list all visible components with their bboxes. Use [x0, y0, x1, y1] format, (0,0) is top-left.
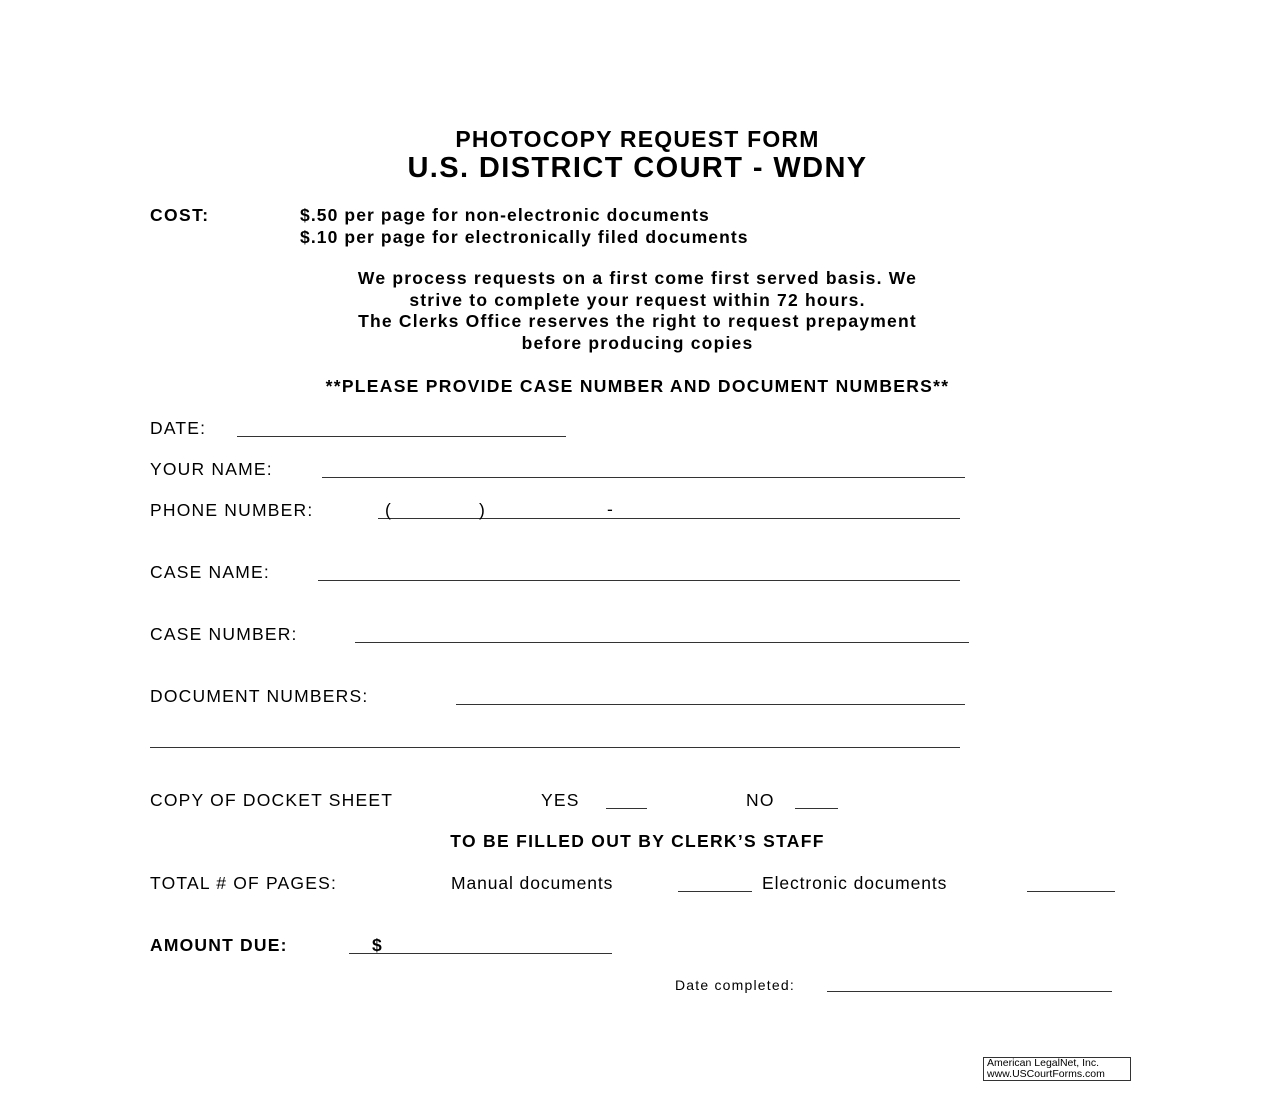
amount-due-field[interactable] [349, 953, 612, 954]
document-numbers-field[interactable] [456, 704, 965, 705]
publisher-stamp [983, 1057, 1131, 1081]
instruction-heading: **PLEASE PROVIDE CASE NUMBER AND DOCUMENT NUMBERS** [325, 376, 950, 396]
date-field[interactable] [237, 436, 566, 437]
phone-number-field[interactable] [378, 518, 960, 519]
docket-sheet-label: COPY OF DOCKET SHEET [150, 790, 394, 810]
case-number-field[interactable] [355, 642, 969, 643]
date-label: DATE: [150, 418, 207, 438]
cost-line-non-electronic: $.50 per page for non-electronic documents [300, 205, 710, 225]
phone-number-label: PHONE NUMBER: [150, 500, 314, 520]
publisher-name: American LegalNet, Inc. [987, 1057, 1100, 1069]
date-completed-label: Date completed: [675, 977, 795, 993]
manual-documents-field[interactable] [678, 891, 752, 892]
phone-dash: - [607, 499, 613, 519]
docket-no-label: NO [746, 790, 775, 810]
court-name: U.S. DISTRICT COURT - WDNY [407, 152, 868, 184]
notice-line: strive to complete your request within 72 hours. [409, 289, 866, 310]
docket-yes-label: YES [541, 790, 580, 810]
phone-open-paren: ( [385, 500, 391, 520]
amount-due-label: AMOUNT DUE: [150, 935, 288, 955]
form-title: PHOTOCOPY REQUEST FORM [455, 126, 820, 152]
notice-line: We process requests on a first come first served basis. We [357, 268, 918, 288]
document-numbers-label: DOCUMENT NUMBERS: [150, 686, 369, 706]
manual-documents-label: Manual documents [451, 873, 614, 893]
docket-no-field[interactable] [795, 808, 838, 809]
cost-line-electronic: $.10 per page for electronically filed documents [300, 227, 749, 247]
phone-close-paren: ) [479, 500, 485, 520]
docket-yes-field[interactable] [606, 808, 647, 809]
document-numbers-continuation-field[interactable] [150, 747, 960, 748]
cost-label: COST: [150, 205, 210, 225]
electronic-documents-field[interactable] [1027, 891, 1115, 892]
processing-notice [0, 268, 1275, 354]
clerk-section-heading: TO BE FILLED OUT BY CLERK’S STAFF [450, 831, 825, 851]
date-completed-field[interactable] [827, 991, 1112, 992]
total-pages-label: TOTAL # OF PAGES: [150, 873, 338, 893]
your-name-field[interactable] [322, 477, 965, 478]
case-number-label: CASE NUMBER: [150, 624, 298, 644]
case-name-label: CASE NAME: [150, 562, 270, 582]
publisher-url: www.USCourtForms.com [987, 1068, 1105, 1080]
notice-line: The Clerks Office reserves the right to request prepayment [358, 311, 917, 331]
notice-line: before producing copies [521, 332, 754, 353]
case-name-field[interactable] [318, 580, 960, 581]
electronic-documents-label: Electronic documents [762, 873, 948, 893]
your-name-label: YOUR NAME: [150, 459, 273, 479]
currency-symbol: $ [372, 935, 383, 955]
